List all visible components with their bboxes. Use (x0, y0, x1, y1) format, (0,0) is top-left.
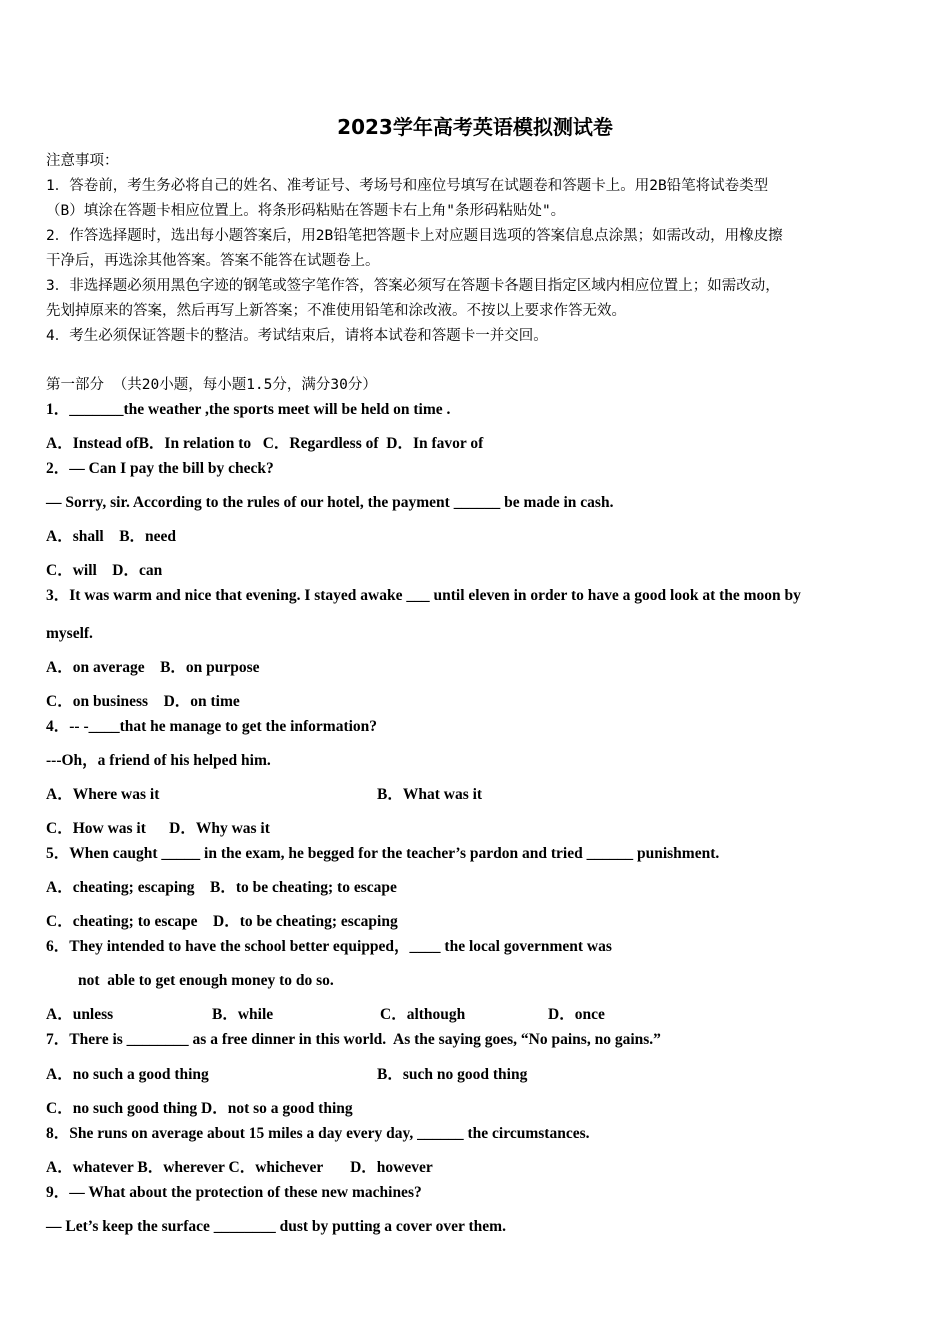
notice-heading: 注意事项： (46, 153, 119, 169)
question-option-d: D．once (548, 1006, 605, 1023)
question-options: C．How was it D．Why was it (46, 820, 270, 837)
question-option-a: A．no such a good thing (46, 1066, 209, 1083)
question-options: A．cheating; escaping B．to be cheating; to escape (46, 879, 397, 896)
question-dialog: — Sorry, sir. According to the rules of our hotel, the payment ______ be made in cash. (46, 494, 614, 511)
question-options: A．whatever B．wherever C．whichever D．however (46, 1159, 433, 1176)
notice-line: 3．非选择题必须用黑色字迹的钢笔或签字笔作答，答案必须写在答题卡各题目指定区域内相应位置上；如需改动， (46, 278, 780, 294)
notice-line: （B）填涂在答题卡相应位置上。将条形码粘贴在答题卡右上角"条形码粘贴处"。 (46, 203, 566, 219)
question-option-b: B．What was it (377, 786, 483, 803)
question-stem: 4．-- -____that he manage to get the information? (46, 718, 378, 735)
question-stem: 3．It was warm and nice that evening. I stayed awake ___ until eleven in order to have a good look at the moon by (46, 587, 801, 604)
question-options: A．on average B．on purpose (46, 659, 260, 676)
question-option-b: B．while (212, 1006, 274, 1023)
question-dialog: — Let’s keep the surface ________ dust by putting a cover over them. (46, 1218, 506, 1235)
notice-line: 先划掉原来的答案，然后再写上新答案；不准使用铅笔和涂改液。不按以上要求作答无效。 (46, 303, 626, 319)
question-stem: not able to get enough money to do so. (78, 972, 334, 989)
question-option-a: A．unless (46, 1006, 114, 1023)
question-option-c: C．although (380, 1006, 466, 1023)
section-heading: 第一部分 （共20小题，每小题1.5分，满分30分） (46, 377, 377, 393)
notice-line: 2．作答选择题时，选出每小题答案后，用2B铅笔把答题卡上对应题目选项的答案信息点涂黑；如需改动，用橡皮擦 (46, 228, 783, 244)
question-options: A．shall B．need (46, 528, 177, 545)
page-title: 2023学年高考英语模拟测试卷 (337, 115, 613, 139)
question-stem: 9．— What about the protection of these new machines? (46, 1184, 422, 1201)
question-stem: 1．_______the weather ,the sports meet will be held on time . (46, 401, 451, 418)
question-option-a: A．Where was it (46, 786, 160, 803)
question-stem: 7．There is ________ as a free dinner in this world. As the saying goes, “No pains, no gains.” (46, 1031, 661, 1048)
question-stem: myself. (46, 625, 93, 642)
question-options: A．Instead ofB．In relation to C．Regardless of D．In favor of (46, 435, 484, 452)
question-options: C．no such good thing D．not so a good thing (46, 1100, 353, 1117)
question-options: C．on business D．on time (46, 693, 240, 710)
notice-line: 1．答卷前，考生务必将自己的姓名、准考证号、考场号和座位号填写在试题卷和答题卡上。用2B铅笔将试卷类型 (46, 178, 769, 194)
notice-line: 干净后，再选涂其他答案。答案不能答在试题卷上。 (46, 253, 380, 269)
question-options: C．will D．can (46, 562, 163, 579)
question-dialog: ---Oh，a friend of his helped him. (46, 752, 271, 769)
question-options: C．cheating; to escape D．to be cheating; escaping (46, 913, 398, 930)
question-stem: 6．They intended to have the school better equipped，____ the local government was (46, 938, 612, 955)
question-option-b: B．such no good thing (377, 1066, 528, 1083)
question-stem: 8．She runs on average about 15 miles a day every day, ______ the circumstances. (46, 1125, 590, 1142)
question-stem: 5．When caught _____ in the exam, he begged for the teacher’s pardon and tried ______ punishment. (46, 845, 720, 862)
notice-line: 4．考生必须保证答题卡的整洁。考试结束后，请将本试卷和答题卡一并交回。 (46, 328, 548, 344)
question-stem: 2．— Can I pay the bill by check? (46, 460, 274, 477)
